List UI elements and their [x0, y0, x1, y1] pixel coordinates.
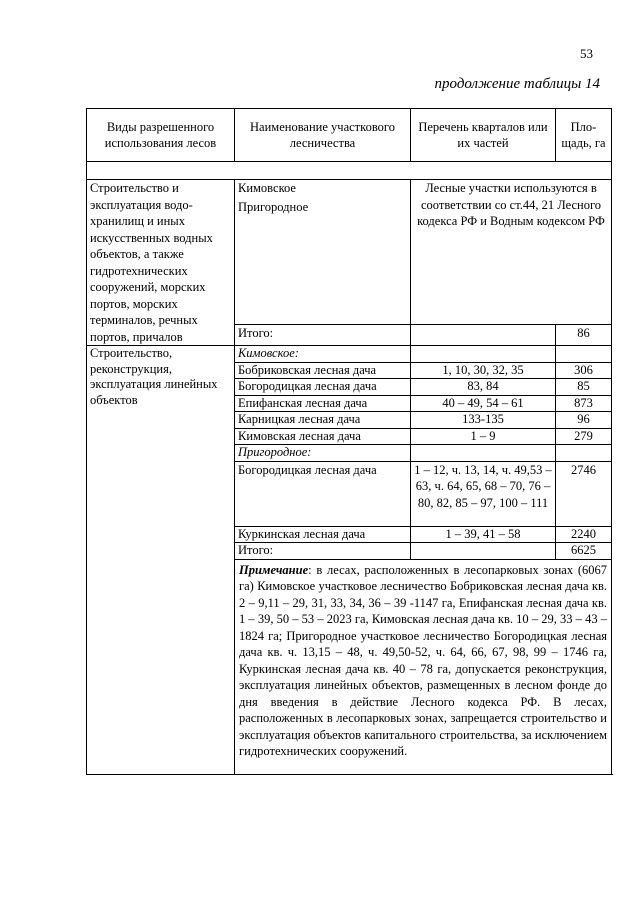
- table-continuation-caption: продолжение таблицы 14: [434, 76, 600, 92]
- page-number: 53: [580, 46, 593, 61]
- area-cell: 306: [556, 362, 612, 379]
- use-type-water-objects: Строительство и эксплуатация водо-хранилищ и иных искусственных водных объектов, а также гидротехнических сооружений, морских портов, морских терминалов, речных портов, причалов: [87, 180, 235, 346]
- quarters-cell: 1 – 9: [411, 428, 556, 445]
- group-row: [87, 346, 612, 363]
- forest-use-table: [86, 108, 612, 775]
- total-value: 6625: [556, 543, 612, 560]
- group-name: Кимовское:: [235, 346, 411, 363]
- note-text: : в лесах, расположенных в лесопарковых зонах (6067 га) Кимовское участковое лесничество Бобриковская лесная дача кв. 2 – 9,11 – 29, 31, 33, 34, 36 – 39 -1147 га, Епифанская лесная дача кв. 1 – 39, 50 – 53 – 2023 га, Кимовская лесная дача кв. 10 – 29, 33 – 43 – 1824 га; Пригородное участковое лесничество Богородицкая лесная дача кв. ч. 13,15 – 48, ч. 49,50-52, ч. 64, 66, 67, 98, 99 – 1746 га, Куркинская лесная дача кв. 40 – 78 га, допускается реконструкция, эксплуатация линейных объектов, размещенных в лесном фонде до дня введения в действие Лесного кодекса РФ. В лесах, расположенных в лесопарковых зонах, запрещается строительство и эксплуатация объектов капитального строительства, за исключением гидротехнических сооружений.: [239, 562, 607, 758]
- area-cell: 279: [556, 428, 612, 445]
- forest-dacha-name: Богородицкая лесная дача: [235, 379, 411, 396]
- forestry-name: Кимовское: [235, 180, 411, 200]
- area-cell: 85: [556, 379, 612, 396]
- quarters-cell: 1 – 12, ч. 13, 14, ч. 49,53 – 63, ч. 64, 65, 68 – 70, 76 – 80, 82, 85 – 97, 100 – 111: [411, 461, 556, 526]
- total-value: 86: [556, 325, 612, 346]
- forest-dacha-name: Куркинская лесная дача: [235, 526, 411, 543]
- quarters-cell: 133-135: [411, 412, 556, 429]
- header-use-type: Виды разрешенного использования лесов: [87, 109, 235, 162]
- total-label: Итого:: [235, 543, 411, 560]
- quarters-cell: 1 – 39, 41 – 58: [411, 526, 556, 543]
- area-cell: 96: [556, 412, 612, 429]
- total-label: Итого:: [235, 325, 411, 346]
- header-row: [87, 109, 612, 162]
- header-forestry: Наименование участкового лесничества: [235, 109, 411, 162]
- area-cell: 2240: [556, 526, 612, 543]
- forest-dacha-name: Бобриковская лесная дача: [235, 362, 411, 379]
- note-label: Примечание: [239, 562, 309, 577]
- quarters-cell: 40 – 49, 54 – 61: [411, 395, 556, 412]
- spacer-row: [87, 162, 612, 180]
- quarters-cell: 83, 84: [411, 379, 556, 396]
- note-cell: [235, 559, 612, 774]
- forestry-name: Пригородное: [235, 199, 411, 325]
- forest-dacha-name: Богородицкая лесная дача: [235, 461, 411, 526]
- quarters-cell: 1, 10, 30, 32, 35: [411, 362, 556, 379]
- forest-dacha-name: Епифанская лесная дача: [235, 395, 411, 412]
- forest-dacha-name: Карницкая лесная дача: [235, 412, 411, 429]
- header-quarters: Перечень кварталов или их частей: [411, 109, 556, 162]
- header-area: Пло-щадь, га: [556, 109, 612, 162]
- forest-dacha-name: Кимовская лесная дача: [235, 428, 411, 445]
- table-row: [87, 180, 612, 200]
- area-cell: 2746: [556, 461, 612, 526]
- group-name: Пригородное:: [235, 445, 411, 462]
- use-type-linear-objects: Строительство, реконструкция, эксплуатация линейных объектов: [87, 346, 235, 775]
- area-cell: 873: [556, 395, 612, 412]
- quarters-note: Лесные участки используются в соответствии со ст.44, 21 Лесного кодекса РФ и Водным кодексом РФ: [411, 180, 612, 325]
